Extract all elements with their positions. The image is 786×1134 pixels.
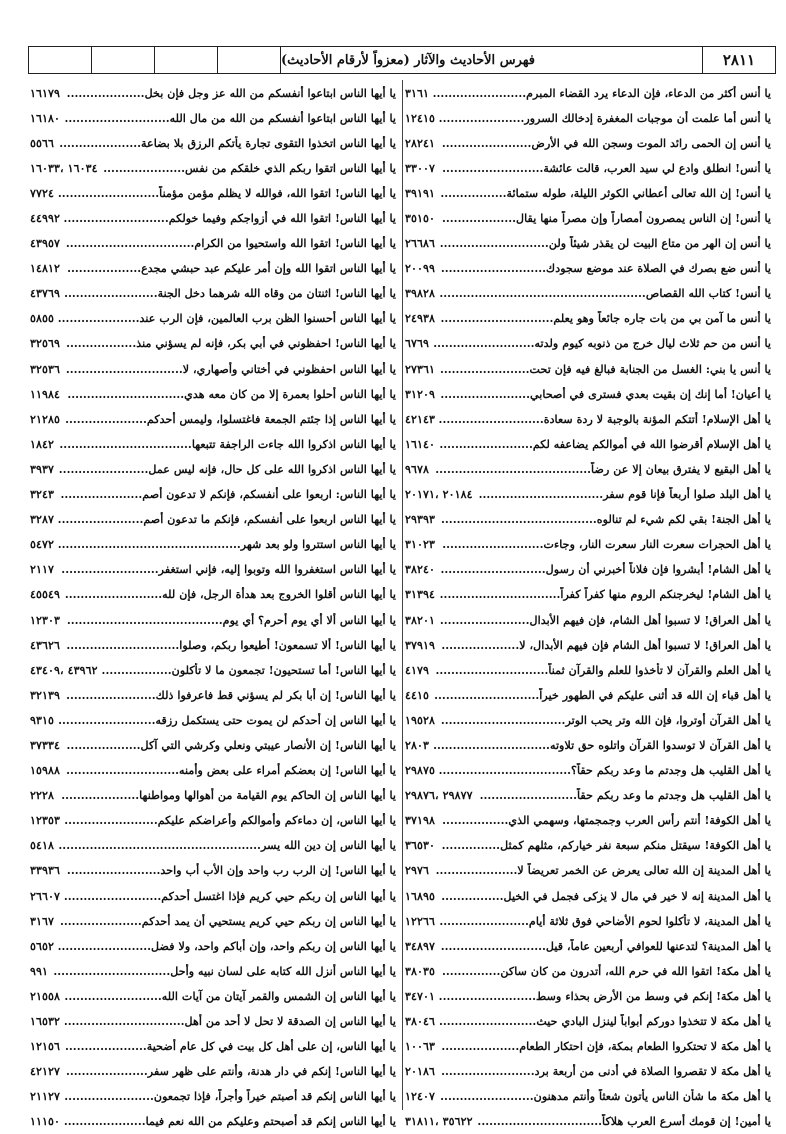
hadith-text: يا أهل الشام! ليخرجنكم الروم منها كفراً كفراً............................... <box>439 587 771 602</box>
hadith-number: ٣٢٤٣ <box>30 487 55 502</box>
index-entry <box>28 1109 402 1134</box>
index-entry <box>28 607 402 632</box>
hadith-text: يا أهل العراق! لا تسبوا أهل الشام، فإن فيهم الأبدال....................... <box>439 612 771 627</box>
index-entry <box>28 381 402 406</box>
hadith-number: ٣٩١٩١ <box>405 185 436 200</box>
index-entry <box>28 732 402 757</box>
hadith-number: ٣٨٠٤٦ <box>405 1014 436 1029</box>
index-entry <box>403 1109 777 1134</box>
hadith-number: ٣٨٢٠١ <box>405 612 436 627</box>
index-entry <box>403 482 777 507</box>
hadith-number: ٩٣١٥ <box>30 712 55 727</box>
hadith-number: ٣٥٦٢٢ ،٣١٨١١ <box>405 1114 473 1129</box>
hadith-text: يا أيها الناس احفظوني في أختاني وأصهاري، لا.............................. <box>65 361 396 376</box>
hadith-number: ٢٩٣٩٣ <box>405 512 436 527</box>
hadith-text: يا أنس! إن الناس يمصرون أمصاراً وإن مصراً منها يقال................... <box>442 211 771 226</box>
hadith-number: ١٢١٥٦ <box>30 1039 61 1054</box>
header-empty-cell <box>92 47 155 73</box>
hadith-number: ١١٩٨٤ <box>30 386 61 401</box>
index-entry <box>28 532 402 557</box>
index-entry <box>28 833 402 858</box>
index-entry <box>403 732 777 757</box>
hadith-number: ٢٧٣٦١ <box>405 361 436 376</box>
hadith-number: ٢٩٨٧٥ <box>405 763 436 778</box>
hadith-number: ١٦١٤٠ <box>405 436 436 451</box>
hadith-text: يا أنس إن الهر من متاع البيت لن يقذر شيئاً ولن............................ <box>439 236 771 251</box>
hadith-number: ٣٧٩١٩ <box>405 637 436 652</box>
hadith-text: يا أيها الناس! إن أبا بكر لم يسؤني قط فاعرفوا ذلك....................... <box>66 687 396 702</box>
index-entry <box>403 105 777 130</box>
hadith-number: ١١١٥٠ <box>30 1114 61 1129</box>
hadith-number: ٣٢٨٧ <box>30 512 55 527</box>
hadith-text: يا أيها الناس اتخذوا التقوى تجارة يأتكم الرزق بلا بضاعة..................... <box>59 135 396 150</box>
hadith-number: ٣٤٨٩٧ <box>405 938 436 953</box>
index-entry <box>28 632 402 657</box>
hadith-text: يا أيها الناس أقلوا الخروج بعد هدأة الرجل، فإن لله......................... <box>64 587 396 602</box>
hadith-text: يا أيها الناس أحسنوا الظن برب العالمين، فإن الرب عند..................... <box>58 311 396 326</box>
hadith-number: ١٦١٨٠ <box>30 110 61 125</box>
index-entry <box>403 155 777 180</box>
index-entry <box>28 155 402 180</box>
hadith-number: ٢٨٢٤١ <box>405 135 436 150</box>
hadith-number: ٣٥١٥٠ <box>405 211 436 226</box>
hadith-text: يا أهل العراق! لا تسبوا أهل الشام فإن فيهم الأبدال، لا.................... <box>441 637 771 652</box>
hadith-text: يا أيها الناس! إن الرب رب واحد وإن الأب أب واحد........................ <box>66 863 396 878</box>
hadith-text: يا أيها الناس أحلوا بعمرة إلا من كان معه هدي.............................. <box>67 386 396 401</box>
hadith-text: يا أهل المدينة إن الله تعالى يعرض عن الخمر تعريضاً لا..................... <box>435 863 771 878</box>
index-entry <box>28 180 402 205</box>
index-entry <box>403 657 777 682</box>
page-header <box>28 46 776 74</box>
hadith-text: يا أهل البلد صلوا أربعاً فإنا قوم سفر................................ <box>478 487 771 502</box>
hadith-text: يا أهل الكوفة! سيقتل منكم سبعة نفر خياركم، مثلهم كمثل............... <box>441 838 771 853</box>
index-entry <box>403 331 777 356</box>
index-entry <box>28 431 402 456</box>
index-entry <box>28 105 402 130</box>
hadith-text: يا أهل القرآن أوتروا، فإن الله وتر يحب الوتر................................ <box>440 712 771 727</box>
index-columns <box>28 80 776 1129</box>
hadith-text: يا أنس! كتاب الله القصاص..................................................... <box>439 286 771 301</box>
index-entry <box>28 707 402 732</box>
hadith-number: ١٤٨١٢ <box>30 261 61 276</box>
hadith-text: يا أهل مكة لا تقصروا الصلاة في أدنى من أربعة برد........................ <box>441 1064 771 1079</box>
hadith-text: يا أهل الإسلام! أتتكم المؤنة بالوجبة لا ردة سعادة........................... <box>439 411 771 426</box>
hadith-number: ٣٨٠٣٥ <box>405 963 436 978</box>
index-entry <box>403 1008 777 1033</box>
hadith-text: يا أيها الناس! اتقوا الله واستحيوا من الكرام................................. <box>65 236 396 251</box>
index-entry <box>28 205 402 230</box>
hadith-number: ٢١١٢٧ <box>30 1089 61 1104</box>
hadith-number: ٥٨٥٥ <box>30 311 55 326</box>
hadith-text: يا أهل مكة ما شأن الناس يأتون شعثاً وأنتم مدهنون........................ <box>440 1089 771 1104</box>
header-empty-cell <box>218 47 281 73</box>
index-entry <box>28 80 402 105</box>
hadith-text: يا أهل مكة لا تتخذوا دوركم أبواباً لينزل البادي حيث......................... <box>439 1014 771 1029</box>
hadith-number: ٢١٥٥٨ <box>30 988 61 1003</box>
index-entry <box>28 883 402 908</box>
hadith-text: يا أيها الناس أنزل الله كتابه على لسان نبيه وأحل.............................. <box>53 963 396 978</box>
hadith-number: ٤٢١٤٣ <box>405 411 436 426</box>
hadith-text: يا أهل مكة لا تحتكروا الطعام بمكة، فإن احتكار الطعام.................... <box>441 1039 771 1054</box>
index-entry <box>28 758 402 783</box>
hadith-text: يا أنس أما علمت أن موجبات المغفرة إدخالك السرور...................... <box>439 110 771 125</box>
index-entry <box>28 1059 402 1084</box>
hadith-text: يا أنس أكثر من الدعاء، فإن الدعاء يرد القضاء المبرم........................ <box>433 85 771 100</box>
hadith-text: يا أهل مكة! اتقوا الله في حرم الله، أتدرون من كان ساكن............... <box>441 963 771 978</box>
index-entry <box>28 306 402 331</box>
index-entry <box>403 406 777 431</box>
hadith-number: ١٢٣٥٣ <box>30 813 61 828</box>
hadith-number: ١٠٠٦٣ <box>405 1039 436 1054</box>
hadith-text: يا أيها الناس استتروا ولو بعد شهر............................................... <box>58 537 396 552</box>
hadith-number: ٢٠١٨٦ <box>405 1064 436 1079</box>
hadith-text: يا أنس! انطلق وادع لي سيد العرب، قالت عائشة.......................... <box>442 160 771 175</box>
hadith-number: ١٢٤٠٧ <box>405 1089 436 1104</box>
hadith-number: ٢٦٦٠٧ <box>30 888 61 903</box>
hadith-text: يا أيها الناس اذكروا الله جاءت الراجفة تتبعها.................................. <box>59 436 396 451</box>
index-entry <box>403 205 777 230</box>
hadith-text: يا أهل المدينة إنه لا خير في مال لا يزكى فجمل في الخيل................ <box>441 888 771 903</box>
hadith-number: ٤٤٩٩٢ <box>30 211 61 226</box>
page-title: فهرس الأحاديث والآثار (معزواً لأرقام الأحاديث) <box>281 47 703 73</box>
hadith-number: ٣١٢٠٩ <box>405 386 436 401</box>
hadith-number: ١٢٤١٥ <box>405 110 436 125</box>
index-entry <box>28 456 402 481</box>
hadith-text: يا أيها الناس ابتاعوا أنفسكم من الله عز وجل فإن بخل.................... <box>66 85 396 100</box>
hadith-number: ٣١٦١ <box>405 85 430 100</box>
index-entry <box>403 707 777 732</box>
hadith-number: ٢١١٧ <box>30 562 55 577</box>
index-entry <box>28 958 402 983</box>
hadith-number: ٤١٧٩ <box>405 662 430 677</box>
hadith-text: يا أهل قباء إن الله قد أثنى عليكم في الطهور خيراً........................... <box>434 687 771 702</box>
index-entry <box>28 858 402 883</box>
index-entry <box>28 130 402 155</box>
index-entry <box>403 883 777 908</box>
index-entry <box>403 356 777 381</box>
hadith-number: ٣١٠٢٣ <box>405 537 436 552</box>
hadith-text: يا أيها الناس ألا أي يوم أحرم؟ أي يوم........................................ <box>66 612 396 627</box>
index-entry <box>28 281 402 306</box>
hadith-text: يا أيها الناس إن الصدقة لا تحل لا أحد من أهل............................... <box>64 1014 396 1029</box>
hadith-text: يا أيها الناس! ألا تسمعون! أطيعوا ربكم، وصلوا............................. <box>66 637 396 652</box>
index-entry <box>403 1034 777 1059</box>
index-entry <box>28 983 402 1008</box>
header-empty-cell <box>155 47 218 73</box>
hadith-number: ٤٣٦٢٦ <box>30 637 61 652</box>
hadith-number: ٢٠١٨٤ ،٢٠١٧١ <box>405 487 473 502</box>
hadith-text: يا أنس من حم ثلاث ليال خرج من ذنوبه كيوم ولدته.......................... <box>433 336 771 351</box>
hadith-text: يا أيها الناس إن ربكم حيي كريم يستحيي أن يمد أحدكم..................... <box>60 913 396 928</box>
index-entry <box>28 331 402 356</box>
hadith-number: ٣٨٢٤٠ <box>405 562 436 577</box>
hadith-number: ٤٣٧٦٩ <box>30 286 61 301</box>
index-entry <box>28 557 402 582</box>
hadith-number: ٢١٢٨٥ <box>30 411 61 426</box>
hadith-number: ٤٣٩٦٢ ،٤٣٤٠٩ <box>30 662 98 677</box>
hadith-text: يا أعيان! أما إنك إن بقيت بعدي فسترى في أصحابي....................... <box>440 386 771 401</box>
hadith-number: ١٨٤٢ <box>30 436 55 451</box>
hadith-number: ٧٧٢٤ <box>30 185 55 200</box>
index-entry <box>28 356 402 381</box>
hadith-number: ١٦٨٩٥ <box>405 888 436 903</box>
hadith-number: ٣٣٩٣٦ <box>30 863 61 878</box>
hadith-number: ٢٠٠٩٩ <box>405 261 436 276</box>
hadith-number: ١٢٢٦٦ <box>405 913 436 928</box>
page-number: ٢٨١١ <box>722 51 756 69</box>
hadith-number: ٣٣٠٠٧ <box>405 160 436 175</box>
hadith-text: يا أيها الناس! إن الأنصار عيبتي ونعلي وكرشي التي آكل................... <box>66 737 396 752</box>
hadith-text: يا أيها الناس إن ربكم واحد، وإن أباكم واحد، ولا فضل........................ <box>58 938 396 953</box>
index-entry <box>403 682 777 707</box>
hadith-number: ٢٤٩٣٨ <box>405 311 436 326</box>
hadith-number: ٢٦٦٨٦ <box>405 236 436 251</box>
hadith-number: ٩٦٧٨ <box>405 461 430 476</box>
hadith-text: يا أهل الجنة! بقي لكم شيء لم تنالوه........................................ <box>441 512 771 527</box>
hadith-text: يا أنس ضع بصرك في الصلاة عند موضع سجودك........................... <box>440 261 771 276</box>
hadith-number: ٣٢٥٦٩ <box>30 336 61 351</box>
hadith-text: يا أنس يا بني: الغسل من الجنابة فبالغ فيه فإن تحت....................... <box>439 361 771 376</box>
right-column <box>402 80 777 1129</box>
hadith-number: ٣١٦٧ <box>30 913 55 928</box>
hadith-text: يا أيها الناس استغفروا الله وتوبوا إليه، فإني استغفر......................... <box>61 562 396 577</box>
hadith-text: يا أيها الناس! إن بعضكم أمراء على بعض وأمنه............................. <box>66 763 396 778</box>
hadith-number: ٣٢٥٣٦ <box>30 361 61 376</box>
hadith-text: يا أيها الناس اربعوا على أنفسكم، فإنكم ما تدعون أصم...................... <box>58 512 396 527</box>
hadith-text: يا أيها الناس إن الحاكم يوم القيامة من أهوالها ومواطنها.................... <box>61 788 396 803</box>
hadith-text: يا أهل الحجرات سعرت النار سعرت النار، وجاءت.......................... <box>442 537 771 552</box>
hadith-text: يا أيها الناس إنكم قد أصبحتم وعليكم من الله نعم فيما..................... <box>64 1114 396 1129</box>
hadith-number: ٢٩٧٦ <box>405 863 430 878</box>
index-entry <box>403 431 777 456</box>
hadith-text: يا أيها الناس! اثنتان من وقاه الله شرهما دخل الجنة........................ <box>64 286 396 301</box>
index-entry <box>403 306 777 331</box>
index-entry <box>403 532 777 557</box>
index-entry <box>28 256 402 281</box>
hadith-text: يا أيها الناس اتقوا ربكم الذي خلقكم من نفس..................... <box>103 160 396 175</box>
index-entry <box>28 482 402 507</box>
index-entry <box>403 808 777 833</box>
hadith-text: يا أهل البقيع لا يفترق بيعان إلا عن رضاً........................................ <box>435 461 771 476</box>
index-entry <box>403 858 777 883</box>
hadith-number: ٥٦٥٢ <box>30 938 55 953</box>
hadith-text: يا أمين! إن قومك أسرع العرب هلاكاً................................ <box>477 1114 771 1129</box>
index-entry <box>28 933 402 958</box>
index-entry <box>28 582 402 607</box>
index-entry <box>28 1008 402 1033</box>
hadith-number: ٥٤١٨ <box>30 838 55 853</box>
hadith-text: يا أيها الناس! أما تستحيون! تجمعون ما لا تأكلون.................. <box>101 662 396 677</box>
hadith-number: ٣٧١٩٨ <box>405 813 436 828</box>
index-entry <box>403 958 777 983</box>
index-entry <box>28 406 402 431</box>
index-entry <box>403 231 777 256</box>
hadith-number: ٢٢٢٨ <box>30 788 55 803</box>
hadith-number: ١٦٥٣٢ <box>30 1014 61 1029</box>
hadith-text: يا أيها الناس ابتاعوا أنفسكم من الله من مال الله........................... <box>64 110 396 125</box>
index-entry <box>403 582 777 607</box>
index-entry <box>403 908 777 933</box>
index-entry <box>403 607 777 632</box>
index-entry <box>403 256 777 281</box>
index-entry <box>403 456 777 481</box>
hadith-text: يا أنس إن الحمى رائد الموت وسجن الله في الأرض....................... <box>441 135 771 150</box>
hadith-number: ٣٩٨٢٨ <box>405 286 436 301</box>
hadith-text: يا أهل الإسلام أقرضوا الله في أموالكم يضاعفه لكم........................ <box>439 436 771 451</box>
index-entry <box>403 557 777 582</box>
index-entry <box>28 507 402 532</box>
hadith-number: ٣٤٧٠١ <box>405 988 436 1003</box>
hadith-number: ١٢٣٠٣ <box>30 612 61 627</box>
index-entry <box>403 281 777 306</box>
hadith-number: ٥٤٧٢ <box>30 537 55 552</box>
hadith-text: يا أهل العلم والقرآن لا تأخذوا للعلم والقرآن ثمناً............................. <box>435 662 771 677</box>
hadith-text: يا أيها الناس، إن على أهل كل بيت في كل عام أضحية..................... <box>65 1039 396 1054</box>
hadith-number: ١٥٩٨٨ <box>30 763 61 778</box>
hadith-text: يا أهل القرآن لا توسدوا القرآن واتلوه حق تلاوته.............................. <box>433 737 771 752</box>
index-entry <box>403 1059 777 1084</box>
hadith-number: ١٦٠٣٤ ،١٦٠٣٣ <box>30 160 98 175</box>
hadith-text: يا أهل المدينة؟ لتدعنها للعوافي أربعين عاماً، قيل........................... <box>440 938 771 953</box>
index-entry <box>403 983 777 1008</box>
hadith-number: ٣١٣٩٤ <box>405 587 436 602</box>
index-entry <box>403 1084 777 1109</box>
hadith-text: يا أيها الناس اذكروا الله على كل حال، فإنه ليس عمل....................... <box>58 461 396 476</box>
hadith-text: يا أهل الشام! أبشروا فإن فلاناً أخبرني أن رسول........................... <box>440 562 771 577</box>
hadith-text: يا أيها الناس إذا جئتم الجمعة فاغتسلوا، وليمس أحدكم..................... <box>65 411 396 426</box>
hadith-text: يا أيها الناس! احفظوني في أبي بكر، فإنه لم يسؤني منذ.................. <box>66 336 396 351</box>
hadith-number: ٤٥٥٤٩ <box>30 587 61 602</box>
hadith-text: يا أهل الكوفة! أنتم رأس العرب وجمجمتها، وسهمي الذي................. <box>442 813 771 828</box>
index-entry <box>403 833 777 858</box>
hadith-number: ١٩٥٢٨ <box>405 712 436 727</box>
hadith-text: يا أيها الناس: اربعوا على أنفسكم، فإنكم لا تدعون أصم..................... <box>60 487 396 502</box>
index-entry <box>28 231 402 256</box>
index-entry <box>28 1034 402 1059</box>
hadith-number: ١٦١٧٩ <box>30 85 61 100</box>
index-entry <box>403 80 777 105</box>
index-entry <box>403 933 777 958</box>
hadith-text: يا أيها الناس! اتقوا الله في أزواجكم وفيما خولكم........................... <box>64 211 396 226</box>
hadith-text: يا أيها الناس إن دين الله يسر.................................................... <box>58 838 396 853</box>
hadith-text: يا أيها الناس إنكم قد أصبتم خيراً وأجراً، فإذا تجمعون....................... <box>64 1089 396 1104</box>
hadith-text: يا أيها الناس إن ربكم حيي كريم فإذا اغتسل أحدكم......................... <box>64 888 396 903</box>
hadith-text: يا أهل مكة! إنكم في وسط من الأرض بحذاء وسط......................... <box>439 988 771 1003</box>
index-entry <box>403 507 777 532</box>
hadith-text: يا أهل القليب هل وجدتم ما وعد ربكم حقاً......................... <box>479 788 771 803</box>
index-entry <box>28 808 402 833</box>
hadith-number: ٥٥٦٦ <box>30 135 55 150</box>
index-entry <box>28 1084 402 1109</box>
index-entry <box>403 632 777 657</box>
hadith-number: ٣٩٣٧ <box>30 461 55 476</box>
hadith-text: يا أنس! إن الله تعالى أعطاني الكوثر الليلة، طوله ستمائة................. <box>440 185 771 200</box>
left-column <box>28 80 402 1129</box>
hadith-number: ٦٧٦٩ <box>405 336 430 351</box>
hadith-text: يا أيها الناس، إن دماءكم وأموالكم وأعراضكم عليكم........................ <box>64 813 396 828</box>
header-empty-cell <box>29 47 92 73</box>
index-entry <box>403 758 777 783</box>
hadith-number: ٣٢١٣٩ <box>30 687 61 702</box>
index-entry <box>28 682 402 707</box>
hadith-number: ٣٦٥٣٠ <box>405 838 436 853</box>
hadith-text: يا أهل القليب هل وجدتم ما وعد ربكم حقاً؟.................................. <box>439 763 771 778</box>
index-entry <box>403 130 777 155</box>
hadith-text: يا أيها الناس اتقوا الله وإن أمر عليكم عبد حبشي مجدع................... <box>67 261 396 276</box>
index-entry <box>28 657 402 682</box>
hadith-number: ٤٤١٥ <box>405 687 430 702</box>
hadith-number: ٤٣٩٥٧ <box>30 236 61 251</box>
hadith-text: يا أيها الناس! اتقوا الله، فوالله لا يظلم مؤمن مؤمناً.......................... <box>58 185 396 200</box>
hadith-number: ٤٢١٢٧ <box>30 1064 61 1079</box>
index-entry <box>28 908 402 933</box>
hadith-text: يا أيها الناس! إنكم في دار هدنة، وأنتم على ظهر سفر..................... <box>65 1064 396 1079</box>
index-entry <box>403 180 777 205</box>
hadith-text: يا أيها الناس إن أحدكم لن يموت حتى يستكمل رزقه......................... <box>58 712 396 727</box>
hadith-text: يا أيها الناس إن الشمس والقمر آيتان من آيات الله......................... <box>64 988 396 1003</box>
index-page <box>28 46 776 1129</box>
hadith-text: يا أهل المدينة، لا تأكلوا لحوم الأضاحي فوق ثلاثة أيام....................... <box>439 913 771 928</box>
index-entry <box>403 783 777 808</box>
hadith-number: ٢٩٨٧٧ ،٢٩٨٧٦ <box>405 788 473 803</box>
hadith-number: ٣٧٣٣٤ <box>30 737 61 752</box>
hadith-text: يا أنس ما آمن بي من بات جاره جائعاً وهو يعلم............................. <box>440 311 771 326</box>
hadith-number: ٩٩١ <box>30 963 49 978</box>
hadith-number: ٢٨٠٣ <box>405 737 430 752</box>
index-entry <box>403 381 777 406</box>
index-entry <box>28 783 402 808</box>
